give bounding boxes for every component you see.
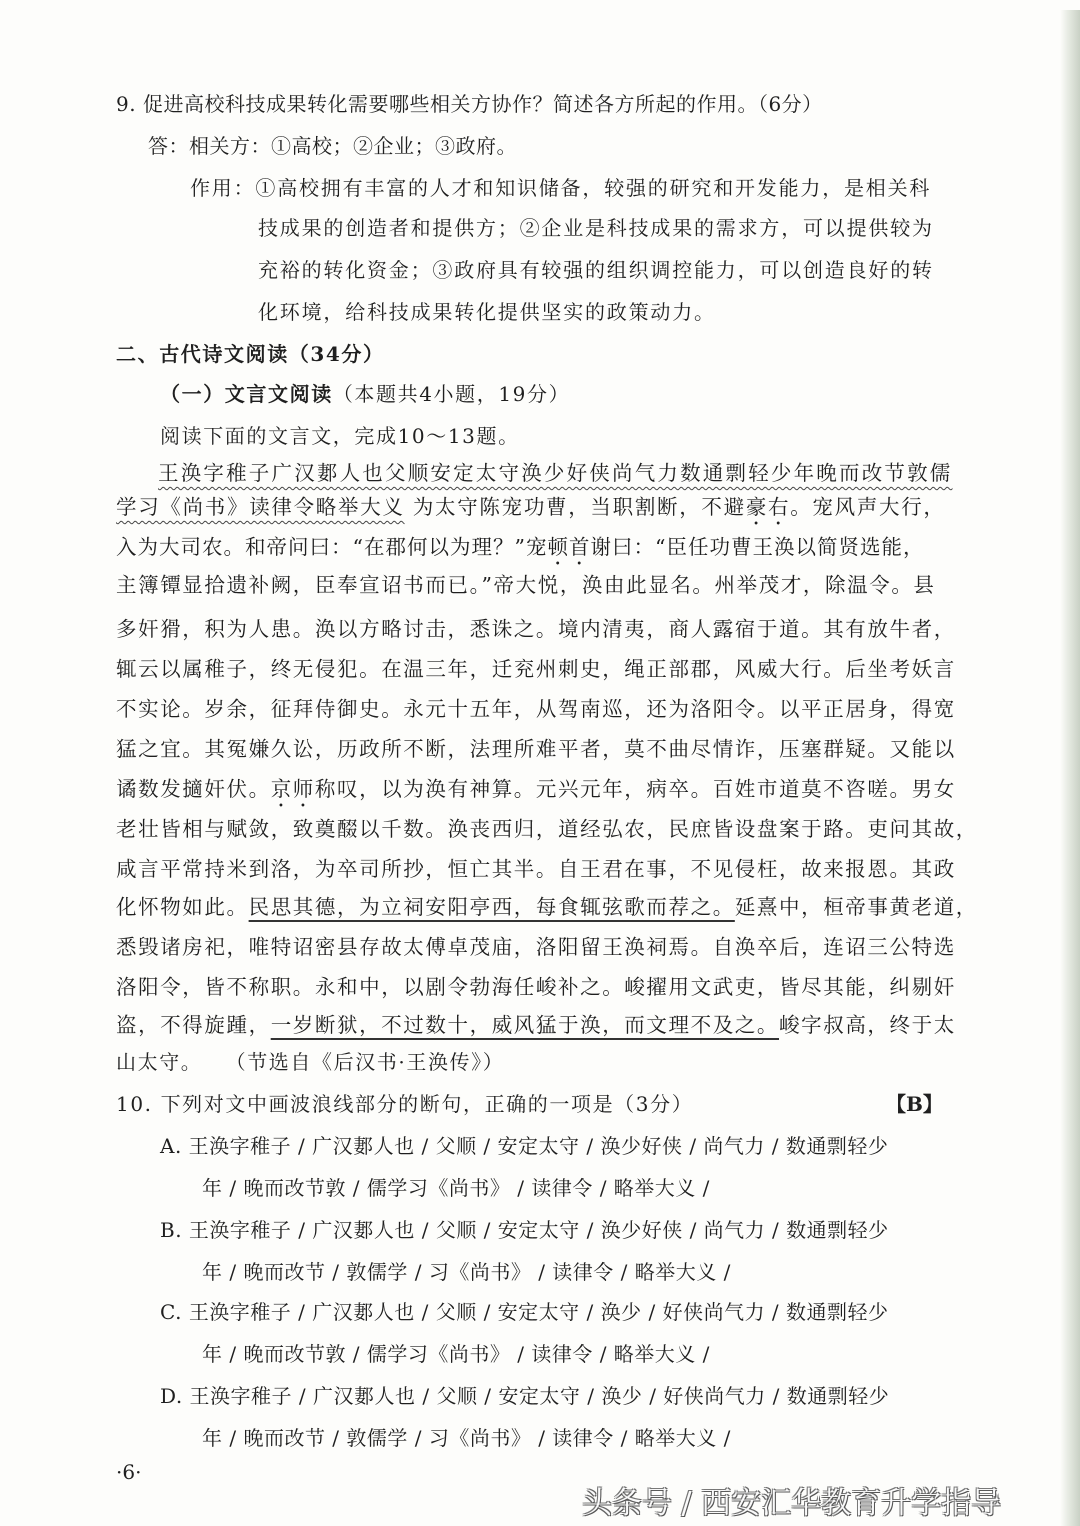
question-10-answer: 【B】 bbox=[886, 1092, 943, 1116]
emphasis-dotted-word: 京师 bbox=[270, 777, 315, 801]
question-10-prompt: 10. 下列对文中画波浪线部分的断句，正确的一项是（3分） bbox=[116, 1092, 694, 1116]
question-9-answer-parties: 答：相关方：①高校；②企业；③政府。 bbox=[148, 134, 517, 158]
emphasis-dotted-word: 豪右 bbox=[745, 495, 791, 519]
passage-line: 谲数发擿奸伏。京师称叹，以为涣有神算。元兴元年，病卒。百姓市道莫不咨嗟。男女 bbox=[116, 777, 956, 801]
passage-line: 咸言平常持米到洛，为卒司所抄，恒亡其半。自王君在事，不见侵枉，故来报恩。其政 bbox=[116, 857, 956, 881]
passage-line: 猛之宜。其冤嫌久讼，历政所不断，法理所难平者，莫不曲尽情诈，压塞群疑。又能以 bbox=[116, 737, 956, 761]
passage-line: 学习《尚书》读律令略举大义 为太守陈宠功曹，当职割断，不避豪右。宠风声大行， bbox=[116, 495, 946, 519]
underlined-sentence: 一岁断狱，不过数十，威风猛于涣，而文理不及之。 bbox=[270, 1013, 780, 1037]
underlined-sentence: 民思其德，为立祠安阳亭西，每食辄弦歌而荐之。 bbox=[248, 895, 735, 919]
passage-line: 老壮皆相与赋敛，致奠醊以千数。涣丧西归，道经弘农，民庶皆设盘案于路。吏问其故， bbox=[116, 817, 978, 841]
passage-line bbox=[158, 456, 953, 486]
wavy-underlined-text: 王涣字稚子广汉郪人也父顺安定太守涣少好侠尚气力数通剽轻少年晚而改节敦儒 bbox=[158, 461, 953, 485]
option-d: D. 王涣字稚子 / 广汉郪人也 / 父顺 / 安定太守 / 涣少 / 好侠尚气力 / 数通剽轻少 bbox=[160, 1384, 890, 1408]
passage-line: 悉毁诸房祀，唯特诏密县存故太傅卓茂庙，洛阳留王涣祠焉。自涣卒后，连诏三公特选 bbox=[116, 935, 956, 959]
subsection-title: （一）文言文阅读 bbox=[160, 382, 333, 406]
page-number: ·6· bbox=[116, 1460, 142, 1484]
question-9-prompt: 9. 促进高校科技成果转化需要哪些相关方协作？简述各方所起的作用。（6分） bbox=[116, 92, 823, 116]
subsection-heading bbox=[160, 378, 570, 407]
passage-line: 主簿镡显拾遗补阙，臣奉宣诏书而已。”帝大悦，涣由此显名。州举茂才，除温令。县 bbox=[116, 573, 936, 597]
option-a-cont: 年 / 晚而改节敦 / 儒学习《尚书》 / 读律令 / 略举大义 / bbox=[202, 1176, 710, 1200]
watermark: 头条号 / 西安汇华教育升学指导 bbox=[582, 1486, 1002, 1521]
question-9-role-line: 作用：①高校拥有丰富的人才和知识储备，较强的研究和开发能力，是相关科 bbox=[190, 176, 932, 200]
passage-line: 不实论。岁余，征拜侍御史。永元十五年，从驾南巡，还为洛阳令。以平正居身，得宽 bbox=[116, 697, 956, 721]
question-9-role-line: 充裕的转化资金；③政府具有较强的组织调控能力，可以创造良好的转 bbox=[258, 258, 934, 282]
passage-line: 多奸猾，积为人患。涣以方略讨击，悉诛之。境内清夷，商人露宿于道。其有放牛者， bbox=[116, 617, 956, 641]
passage-line: 洛阳令，皆不称职。永和中，以剧令勃海任峻补之。峻擢用文武吏，皆尽其能，纠剔奸 bbox=[116, 975, 956, 999]
option-c-cont: 年 / 晚而改节敦 / 儒学习《尚书》 / 读律令 / 略举大义 / bbox=[202, 1342, 710, 1366]
question-9-role-line: 化环境，给科技成果转化提供坚实的政策动力。 bbox=[258, 300, 716, 324]
option-a: A. 王涣字稚子 / 广汉郪人也 / 父顺 / 安定太守 / 涣少好侠 / 尚气力 / 数通剽轻少 bbox=[160, 1134, 889, 1158]
passage-line: 化怀物如此。民思其德，为立祠安阳亭西，每食辄弦歌而荐之。延熹中，桓帝事黄老道， bbox=[116, 895, 978, 919]
page-edge-shadow bbox=[1060, 10, 1080, 1526]
subsection-note: （本题共4小题，19分） bbox=[332, 382, 571, 406]
emphasis-dotted-word: 顿首 bbox=[547, 535, 591, 559]
option-d-cont: 年 / 晚而改节 / 敦儒学 / 习《尚书》 / 读律令 / 略举大义 / bbox=[202, 1426, 731, 1450]
option-c: C. 王涣字稚子 / 广汉郪人也 / 父顺 / 安定太守 / 涣少 / 好侠尚气力 / 数通剽轻少 bbox=[160, 1300, 889, 1324]
option-b: B. 王涣字稚子 / 广汉郪人也 / 父顺 / 安定太守 / 涣少好侠 / 尚气力 / 数通剽轻少 bbox=[160, 1218, 889, 1242]
section-heading: 二、古代诗文阅读（34分） bbox=[116, 342, 385, 366]
question-9-role-line: 技成果的创造者和提供方；②企业是科技成果的需求方，可以提供较为 bbox=[258, 216, 934, 240]
reading-instruction: 阅读下面的文言文，完成10～13题。 bbox=[160, 424, 520, 448]
wavy-underlined-text: 学习《尚书》读律令略举大义 bbox=[116, 495, 405, 519]
passage-line: 入为大司农。和帝问曰：“在郡何以为理？”宠顿首谢曰：“臣任功曹王涣以简贤选能， bbox=[116, 535, 925, 559]
option-b-cont: 年 / 晚而改节 / 敦儒学 / 习《尚书》 / 读律令 / 略举大义 / bbox=[202, 1260, 731, 1284]
passage-line: 辄云以属稚子，终无侵犯。在温三年，迁兖州刺史，绳正部郡，风威大行。后坐考妖言 bbox=[116, 657, 956, 681]
passage-source: 山太守。 （节选自《后汉书·王涣传》） bbox=[116, 1050, 505, 1074]
passage-line: 盗，不得旋踵，一岁断狱，不过数十，威风猛于涣，而文理不及之。峻字叔高，终于太 bbox=[116, 1013, 956, 1037]
